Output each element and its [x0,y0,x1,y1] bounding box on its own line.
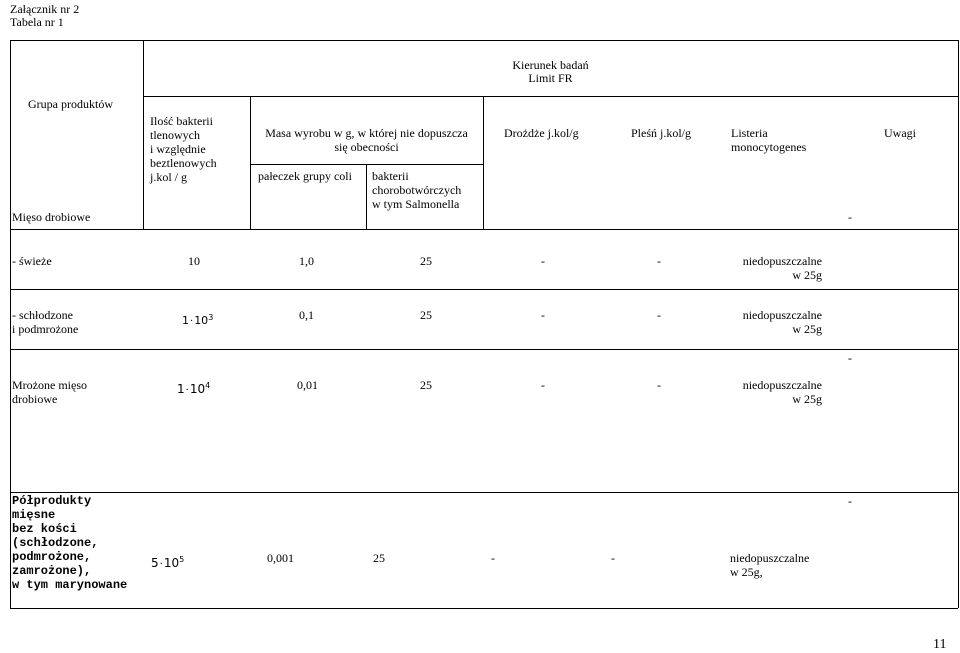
row-coli-value: 0,01 [297,378,318,392]
page-number: 11 [933,637,947,652]
row-remarks-value: - [848,494,852,508]
remarks-dash: - [848,210,852,224]
product-group-header: Grupa produktów [28,97,113,111]
row-product-name: - świeże [12,254,52,268]
row-salmonella-value: 25 [373,551,385,565]
row-yeast-value: - [541,378,545,392]
row-mould-value: - [657,254,661,268]
row-coli-value: 0,1 [299,308,314,322]
row-coli-value: 0,001 [267,551,294,565]
row-product-name: Mrożone mięso drobiowe [12,378,87,406]
row-salmonella-value: 25 [420,378,432,392]
row-bacteria-count: $5\cdot 10^5$ [151,555,185,570]
row-remarks-value: - [848,351,852,365]
row-bacteria-count: $1\cdot 10^4$ [177,381,211,396]
row-yeast-value: - [541,308,545,322]
row-listeria-value: niedopuszczalne w 25g [742,254,822,282]
research-direction-title: Kierunek badań [512,58,589,72]
row-listeria-value: niedopuszczalne w 25g [742,378,822,406]
row-coli-value: 1,0 [299,254,314,268]
attachment-label: Załącznik nr 2 [10,2,80,16]
row-mould-value: - [657,308,661,322]
yeast-header: Drożdże j.kol/g [504,126,579,140]
row-yeast-value: - [541,254,545,268]
row-product-name: - schłodzone i podmrożone [12,308,79,336]
row-mould-value: - [657,378,661,392]
row-yeast-value: - [491,551,495,565]
row-product-name: Półprodukty mięsne bez kości (schłodzone, podmrożone, zamrożone), w tym marynowane [12,494,128,592]
row-listeria-value: niedopuszczalne w 25g [742,308,822,336]
pathogens-header: bakterii chorobotwórczych w tym Salmonella [372,169,462,211]
row-mould-value: - [611,551,615,565]
product-mass-header: Masa wyrobu w g, w której nie dopuszcza się obecności [265,126,468,154]
row-bacteria-count: 10 [188,254,200,268]
mould-header: Pleśń j.kol/g [631,126,692,140]
row-salmonella-value: 25 [420,308,432,322]
coli-header: pałeczek grupy coli [258,169,352,183]
remarks-header: Uwagi [884,126,916,140]
listeria-header: Listeria monocytogenes [731,126,807,154]
row-bacteria-count: $1\cdot 10^3$ [182,313,214,327]
limit-title: Limit FR [528,71,573,85]
table-label: Tabela nr 1 [10,15,64,29]
poultry-meat-label: Mięso drobiowe [12,210,91,224]
row-listeria-value: niedopuszczalne w 25g, [730,551,810,579]
bacteria-count-header: Ilość bakterii tlenowych i względnie beztlenowych j.kol / g [150,114,217,184]
row-salmonella-value: 25 [420,254,432,268]
